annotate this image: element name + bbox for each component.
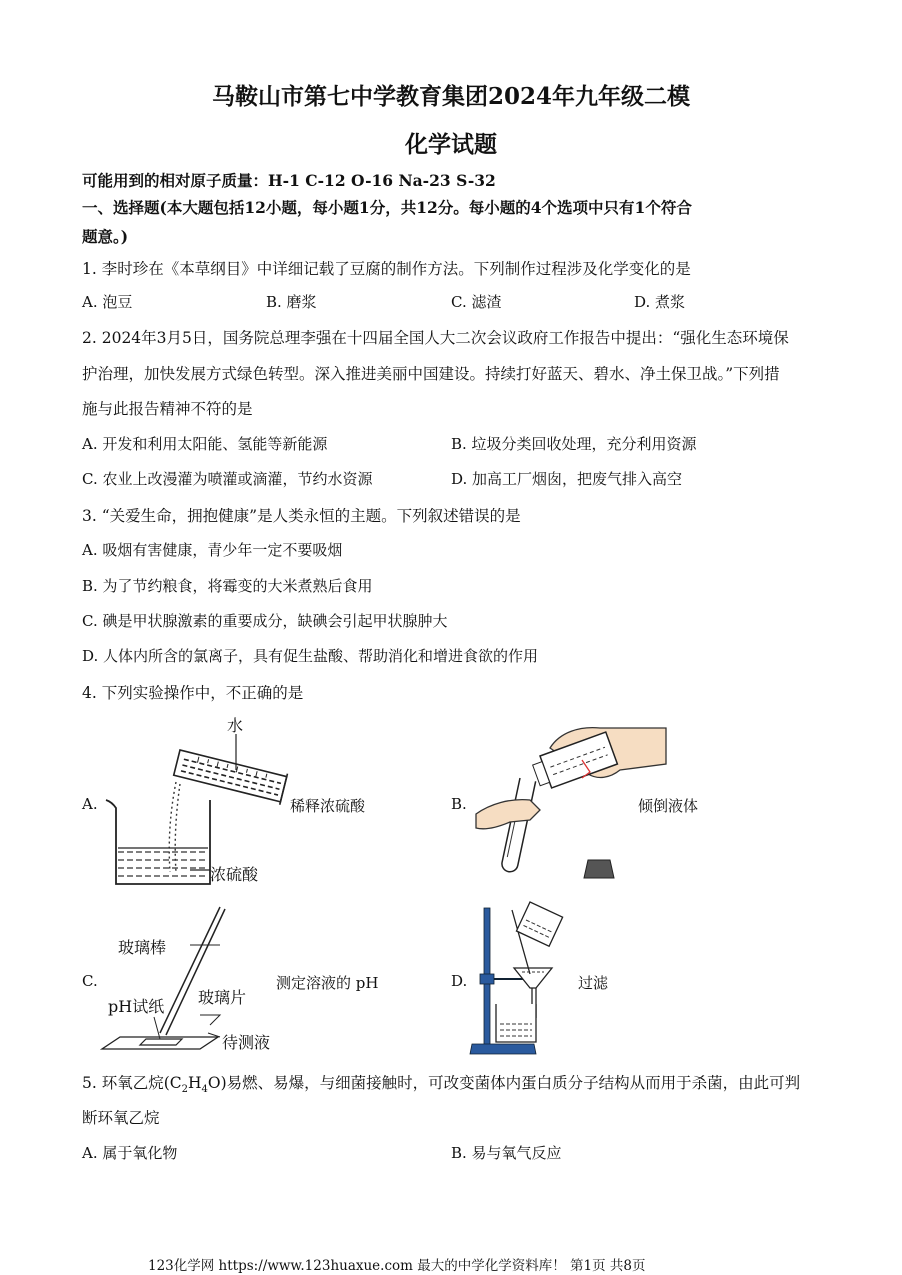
q5-option-a: A. 属于氧化物: [82, 1144, 178, 1162]
question-2-line3: 施与此报告精神不符的是: [82, 400, 253, 418]
q2-option-d: D. 加高工厂烟囱，把废气排入高空: [451, 470, 683, 488]
question-5-line1: 5. 环氧乙烷$(C_2H_4O)$易燃、易爆，与细菌接触时，可改变菌体内蛋白质分子结构从而用于杀菌，由此可判: [82, 1074, 801, 1096]
q1-option-c: C. 滤渣: [451, 293, 502, 311]
q4-option-c-caption: 测定溶液的 pH: [276, 974, 379, 992]
q4-option-c-letter: C.: [82, 972, 98, 990]
q1-option-d: D. 煮浆: [634, 293, 686, 311]
question-2-line1: 2. 2024年3月5日，国务院总理李强在十四届全国人大二次会议政府工作报告中提出：“强化生态环境保: [82, 329, 789, 347]
section-heading: 一、选择题(本大题包括12小题，每小题1分，共12分。每小题的4个选项中只有1个符合: [82, 198, 692, 217]
q2-option-b: B. 垃圾分类回收处理，充分利用资源: [451, 435, 697, 453]
q4-option-a-caption: 稀释浓硫酸: [290, 797, 366, 815]
q3-option-b: B. 为了节约粮食，将霉变的大米煮熟后食用: [82, 577, 373, 595]
ph-paper-label: pH试纸: [108, 997, 165, 1016]
question-4-stem: 4. 下列实验操作中，不正确的是: [82, 684, 304, 702]
conc-acid-label: 浓硫酸: [210, 865, 259, 884]
atomic-mass-line: 可能用到的相对原子质量：H-1 C-12 O-16 Na-23 S-32: [82, 171, 496, 190]
question-2-line2: 护治理，加快发展方式绿色转型。深入推进美丽中国建设。持续打好蓝天、碧水、净土保卫战。”下列措: [82, 365, 780, 383]
test-liquid-label: 待测液: [222, 1033, 271, 1052]
page-title: 马鞍山市第七中学教育集团2024年九年级二模: [211, 83, 690, 110]
glass-rod-label: 玻璃棒: [118, 938, 167, 957]
q2-option-a: A. 开发和利用太阳能、氢能等新能源: [82, 435, 328, 453]
q3-option-d: D. 人体内所含的氯离子，具有促生盐酸、帮助消化和增进食欲的作用: [82, 647, 539, 665]
filtration-figure: [470, 898, 580, 1058]
q4-option-b-letter: B.: [451, 795, 467, 813]
question-1-stem: 1. 李时珍在《本草纲目》中详细记载了豆腐的制作方法。下列制作过程涉及化学变化的是: [82, 260, 691, 278]
page-subtitle: 化学试题: [405, 131, 497, 158]
page-footer: 123化学网 https://www.123huaxue.com 最大的中学化学资料库！ 第1页 共8页: [148, 1258, 646, 1274]
question-3-stem: 3. “关爱生命，拥抱健康”是人类永恒的主题。下列叙述错误的是: [82, 507, 521, 525]
q3-option-a: A. 吸烟有害健康，青少年一定不要吸烟: [82, 541, 343, 559]
q1-option-b: B. 磨浆: [266, 293, 317, 311]
q5-option-b: B. 易与氧气反应: [451, 1144, 562, 1162]
q1-option-a: A. 泡豆: [82, 293, 133, 311]
section-heading-cont: 题意。): [82, 227, 129, 246]
glass-plate-label: 玻璃片: [198, 988, 247, 1007]
q4-option-b-caption: 倾倒液体: [638, 797, 699, 815]
q2-option-c: C. 农业上改漫灌为喷灌或滴灌，节约水资源: [82, 470, 373, 488]
q4-option-a-letter: A.: [82, 795, 98, 813]
q4-option-d-caption: 过滤: [578, 974, 609, 992]
q4-option-d-letter: D.: [451, 972, 468, 990]
water-label: 水: [227, 716, 244, 735]
q3-option-c: C. 碘是甲状腺激素的重要成分，缺碘会引起甲状腺肿大: [82, 612, 448, 630]
question-5-line2: 断环氧乙烷: [82, 1109, 160, 1127]
